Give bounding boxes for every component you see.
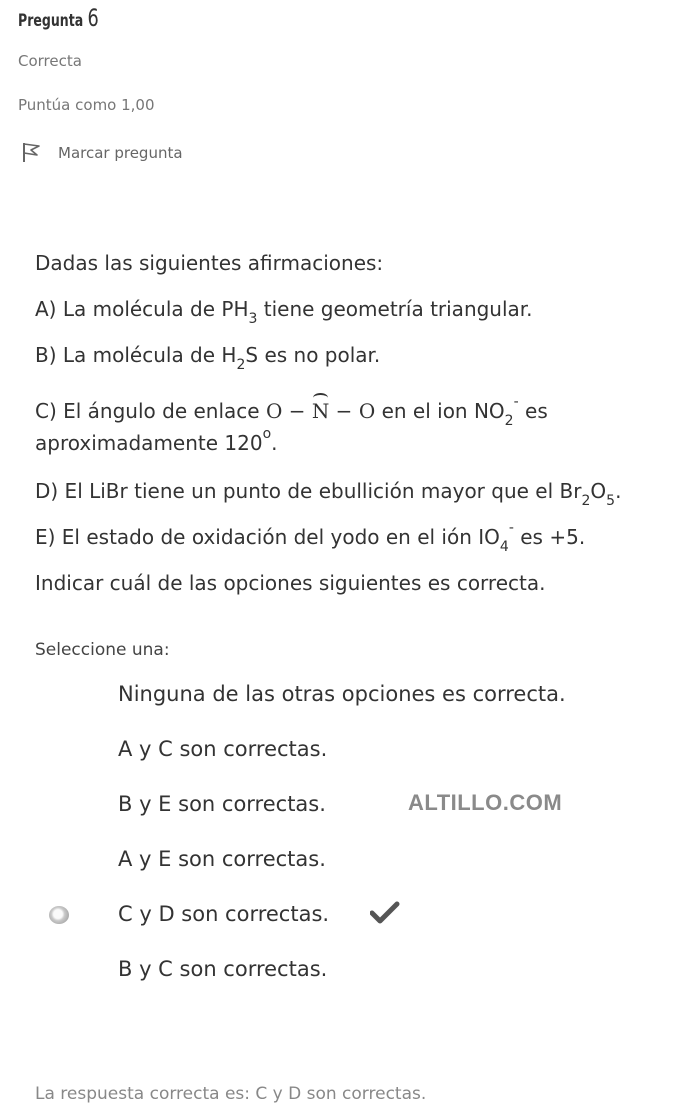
statement-b: B) La molécula de $H_2S$ es no polar. [35, 343, 381, 373]
statement-e: E) El estado de oxidación del yodo en el ión $IO_4^-$ es +5. [35, 520, 586, 555]
correct-answer-feedback: La respuesta correcta es: C y D son correctas. [35, 1084, 427, 1104]
select-one-label: Seleccione una: [35, 640, 170, 660]
question-state: Correcta [18, 52, 82, 70]
question-label: Pregunta [18, 11, 84, 31]
answer-option-5[interactable]: C y D son correctas. [118, 902, 330, 926]
selected-radio-button[interactable] [49, 906, 69, 924]
question-title [18, 4, 99, 32]
question-prompt: Indicar cuál de las opciones siguientes es correcta. [35, 571, 546, 595]
answer-option-6[interactable]: B y C son correctas. [118, 957, 328, 981]
question-number: 6 [87, 4, 99, 32]
flag-question-link[interactable]: Marcar pregunta [58, 144, 183, 162]
statement-a: A) La molécula de $PH_3$ tiene geometría triangular. [35, 297, 533, 327]
answer-option-4[interactable]: A y E son correctas. [118, 847, 326, 871]
answer-option-3[interactable]: B y E son correctas. [118, 792, 326, 816]
question-intro: Dadas las siguientes afirmaciones: [35, 251, 384, 275]
n-hat-symbol: N [311, 399, 330, 423]
question-grade: Puntúa como 1,00 [18, 96, 155, 114]
correct-check-icon [370, 900, 400, 926]
flag-icon[interactable] [20, 140, 44, 164]
statement-c: C) El ángulo de enlace O − N − O en el ion $NO_2^-$ es [35, 394, 548, 429]
statement-c-continued: aproximadamente 120$^o$. [35, 426, 278, 455]
statement-d: D) El LiBr tiene un punto de ebullición mayor que el $Br_2O_5$. [35, 479, 622, 509]
answer-option-1[interactable]: Ninguna de las otras opciones es correcta. [118, 682, 566, 706]
watermark-text: ALTILLO.COM [408, 790, 563, 815]
answer-option-2[interactable]: A y C son correctas. [118, 737, 328, 761]
